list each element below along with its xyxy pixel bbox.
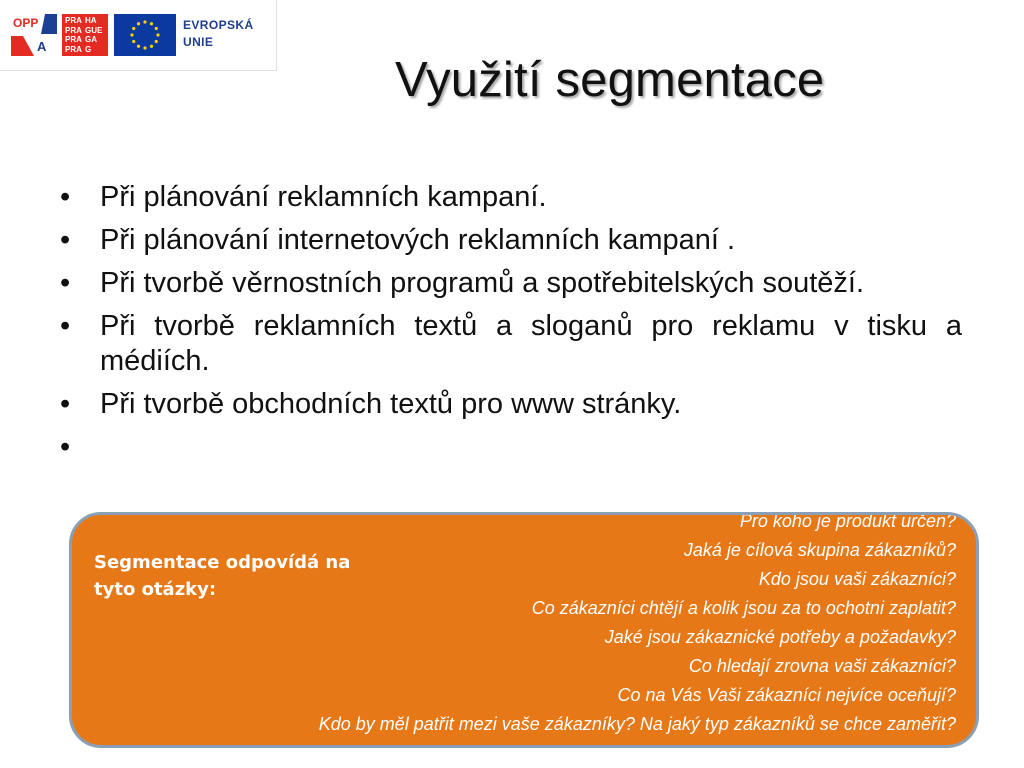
question-line: Jaké jsou zákaznické potřeby a požadavky? [604,627,956,647]
bullet-dot-icon: • [60,388,71,420]
bullet-text: Při tvorbě věrnostních programů a spotřebitelských soutěží. [100,267,865,299]
eu-star-icon [137,45,140,48]
bullet-item [60,180,962,215]
bullet-dot-icon: • [60,181,71,213]
logo-bar [0,0,277,71]
bullet-dot-icon: • [60,431,71,463]
praha-logo-word: GA [85,35,97,44]
oppa-logo-text-2: A [37,39,47,54]
bullet-item [60,223,962,258]
question-line: Co hledají zrovna vaši zákazníci? [688,656,956,676]
bullet-item [60,266,962,301]
eu-star-icon [143,20,146,23]
bullet-text: Při plánování internetových reklamních kampaní . [100,224,736,256]
bullet-text: Při plánování reklamních kampaní. [100,181,547,213]
bullet-text: Při tvorbě obchodních textů pro www stránky. [100,388,682,420]
eu-star-icon [156,33,159,36]
question-list [156,512,956,739]
eu-star-icon [143,46,146,49]
bullet-dot-icon: • [60,267,71,299]
eu-star-icon [132,27,135,30]
callout-box [69,512,979,748]
question-line: Jaká je cílová skupina zákazníků? [683,540,956,560]
praha-logo-word: PRA [65,35,82,44]
eu-star-icon [130,33,133,36]
praha-logo-word: PRA [65,16,82,25]
praha-logo [62,14,108,56]
eu-star-icon [137,22,140,25]
eu-star-icon [150,45,153,48]
praha-logo-word: PRA [65,25,82,35]
praha-logo-word: PRA [65,44,82,54]
question-line: Co na Vás Vaši zákazníci nejvíce oceňují? [617,685,956,705]
eu-text-line-2: UNIE [183,35,214,49]
callout-label: Segmentace odpovídá na tyto otázky: [94,552,351,600]
bullet-text: Při tvorbě reklamních textů a sloganů pro reklamu v tisku a médiích. [100,310,962,377]
question-line: Co zákazníci chtějí a kolik jsou za to ochotni zaplatit? [531,598,956,618]
bullet-dot-icon: • [60,224,71,256]
bullet-dot-icon: • [60,310,71,342]
bullet-item [60,309,962,379]
oppa-logo [11,14,57,56]
eu-star-icon [155,27,158,30]
question-line: Kdo by měl patřit mezi vaše zákazníky? Na jaký typ zákazníků se chce zaměřit? [318,714,956,734]
eu-text [183,17,254,51]
eu-star-icon [132,40,135,43]
slide-title: Využití segmentace [395,53,825,107]
praha-logo-word: GUE [85,25,103,35]
bullet-item-hidden [60,430,962,465]
eu-text-line-1: EVROPSKÁ [183,18,254,32]
question-line: Kdo jsou vaši zákazníci? [758,569,956,589]
oppa-logo-text-1: OPP [13,16,39,30]
question-line: Pro koho je produkt určen? [739,512,956,531]
praha-logo-word: HA [85,16,97,25]
eu-star-icon [150,22,153,25]
eu-star-icon [155,40,158,43]
praha-logo-word: G [85,44,92,54]
bullet-list [60,180,962,473]
bullet-item [60,387,962,422]
eu-flag-icon [114,14,176,56]
